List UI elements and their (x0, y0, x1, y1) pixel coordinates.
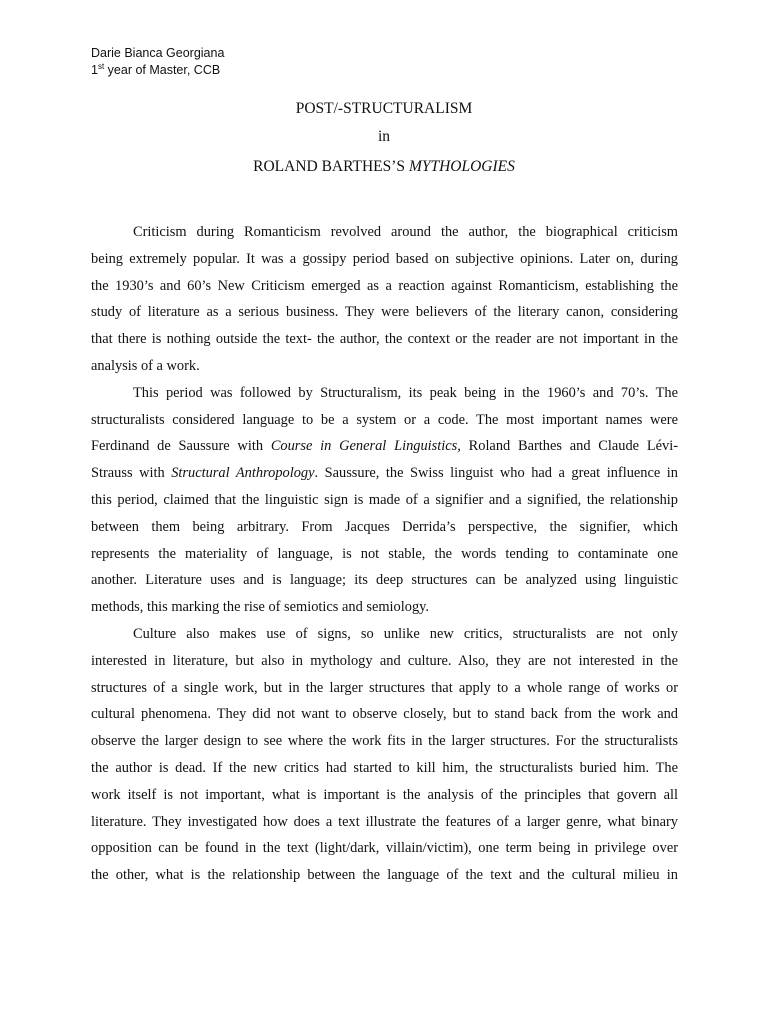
paragraph-line: structures of a single work, but in the larger structures that apply to a whole range of works or (91, 679, 678, 696)
paragraph-line: Criticism during Romanticism revolved around the author, the biographical criticism (133, 224, 678, 240)
paragraph-line: study of literature as a serious business. They were believers of the literary canon, considering (91, 304, 678, 321)
author-block (91, 45, 224, 79)
author-name: Darie Bianca Georgiana (91, 46, 225, 60)
book-title-course: Course in General Linguistics (270, 438, 458, 455)
paragraph-line: between them being arbitrary. From Jacques Derrida’s perspective, the signifier, which (91, 518, 678, 535)
paragraph-line: being extremely popular. It was a gossipy period based on subjective opinions. Later on, during (91, 250, 678, 267)
paragraph-line (91, 433, 678, 460)
paragraph-line (91, 460, 678, 487)
paragraph-1 (91, 219, 678, 380)
title-line-3 (0, 157, 768, 185)
line-text: , Roland Barthes and Claude Lévi- (457, 438, 679, 455)
paragraph-line: the author is dead. If the new critics had started to kill him, the structuralists buried him. The (91, 759, 678, 776)
paragraph-line: structuralists considered language to be a system or a code. The most important names were (91, 411, 678, 428)
title-line-3-prefix: ROLAND BARTHES’S (253, 158, 409, 175)
paragraph-line: Culture also makes use of signs, so unlike new critics, structuralists are not only (133, 625, 678, 642)
title-line-3-italic: MYTHOLOGIES (408, 158, 515, 175)
paragraph-line: observe the larger design to see where the work fits in the larger structures. For the structuralists (91, 733, 678, 750)
paragraph-line: analysis of a work. (91, 357, 200, 374)
line-text: Ferdinand de Saussure with (91, 438, 271, 455)
paragraph-line: that there is nothing outside the text- the author, the context or the reader are not important in the (91, 331, 678, 348)
paragraph-3 (91, 621, 678, 889)
line-text: Strauss with (91, 465, 172, 482)
paragraph-line: work itself is not important, what is important is the analysis of the principles that govern all (91, 786, 678, 803)
line-text: . Saussure, the Swiss linguist who had a great influence in (314, 465, 678, 482)
document-title (0, 99, 768, 185)
author-year-ordinal: st (97, 61, 105, 71)
paragraph-line: represents the materiality of language, is not stable, the words tending to contaminate one (91, 545, 678, 562)
paragraph-line: literature. They investigated how does a text illustrate the features of a larger genre, what binary (91, 813, 678, 830)
book-title-anthropology: Structural Anthropology (171, 465, 315, 482)
author-year (91, 62, 224, 79)
paragraph-line: the other, what is the relationship between the language of the text and the cultural milieu in (91, 867, 678, 884)
paragraph-line: this period, claimed that the linguistic sign is made of a signifier and a signified, the relationship (91, 491, 678, 508)
paragraph-line: cultural phenomena. They did not want to observe closely, but to stand back from the work and (91, 706, 678, 723)
title-line-1: POST/-STRUCTURALISM (295, 100, 473, 117)
author-year-text: year of Master, CCB (104, 63, 221, 77)
paragraph-line: the 1930’s and 60’s New Criticism emerged as a reaction against Romanticism, establishing the (91, 277, 678, 294)
paragraph-line: interested in literature, but also in mythology and culture. Also, they are not interested in the (91, 652, 678, 669)
title-line-2: in (377, 128, 391, 145)
paragraph-2 (91, 380, 678, 621)
paragraph-line: opposition can be found in the text (light/dark, villain/victim), one term being in privilege over (91, 840, 678, 857)
paragraph-line: methods, this marking the rise of semiotics and semiology. (91, 599, 429, 616)
paragraph-line: another. Literature uses and is language; its deep structures can be analyzed using linguistic (91, 572, 678, 589)
body-text (91, 219, 678, 889)
paragraph-line: This period was followed by Structuralism, its peak being in the 1960’s and 70’s. The (133, 384, 678, 401)
author-year-number: 1 (91, 63, 98, 77)
